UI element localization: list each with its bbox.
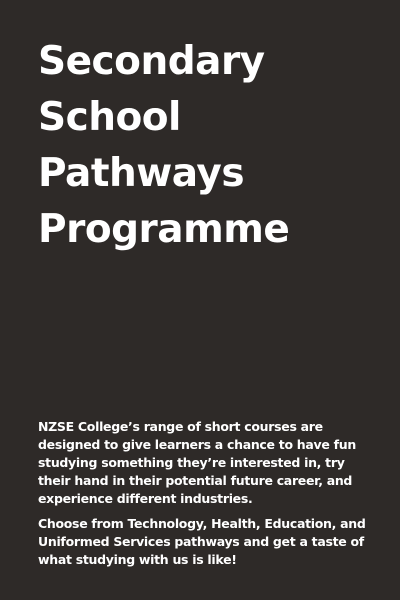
title-line-2: School	[38, 95, 181, 140]
page-title	[38, 34, 378, 258]
title-line-3: Pathways	[38, 151, 245, 196]
title-line-4: Programme	[38, 207, 290, 252]
title-line-1: Secondary	[38, 39, 265, 84]
description-paragraph-2: Choose from Technology, Health, Education, and Uniformed Services pathways and get a taste of what studying with us is like!	[38, 516, 366, 567]
description-paragraph-1: NZSE College’s range of short courses are designed to give learners a chance to have fun studying something they’re interested in, try their hand in their potential future career, and experience different industries.	[38, 419, 356, 506]
description-block	[38, 418, 370, 576]
